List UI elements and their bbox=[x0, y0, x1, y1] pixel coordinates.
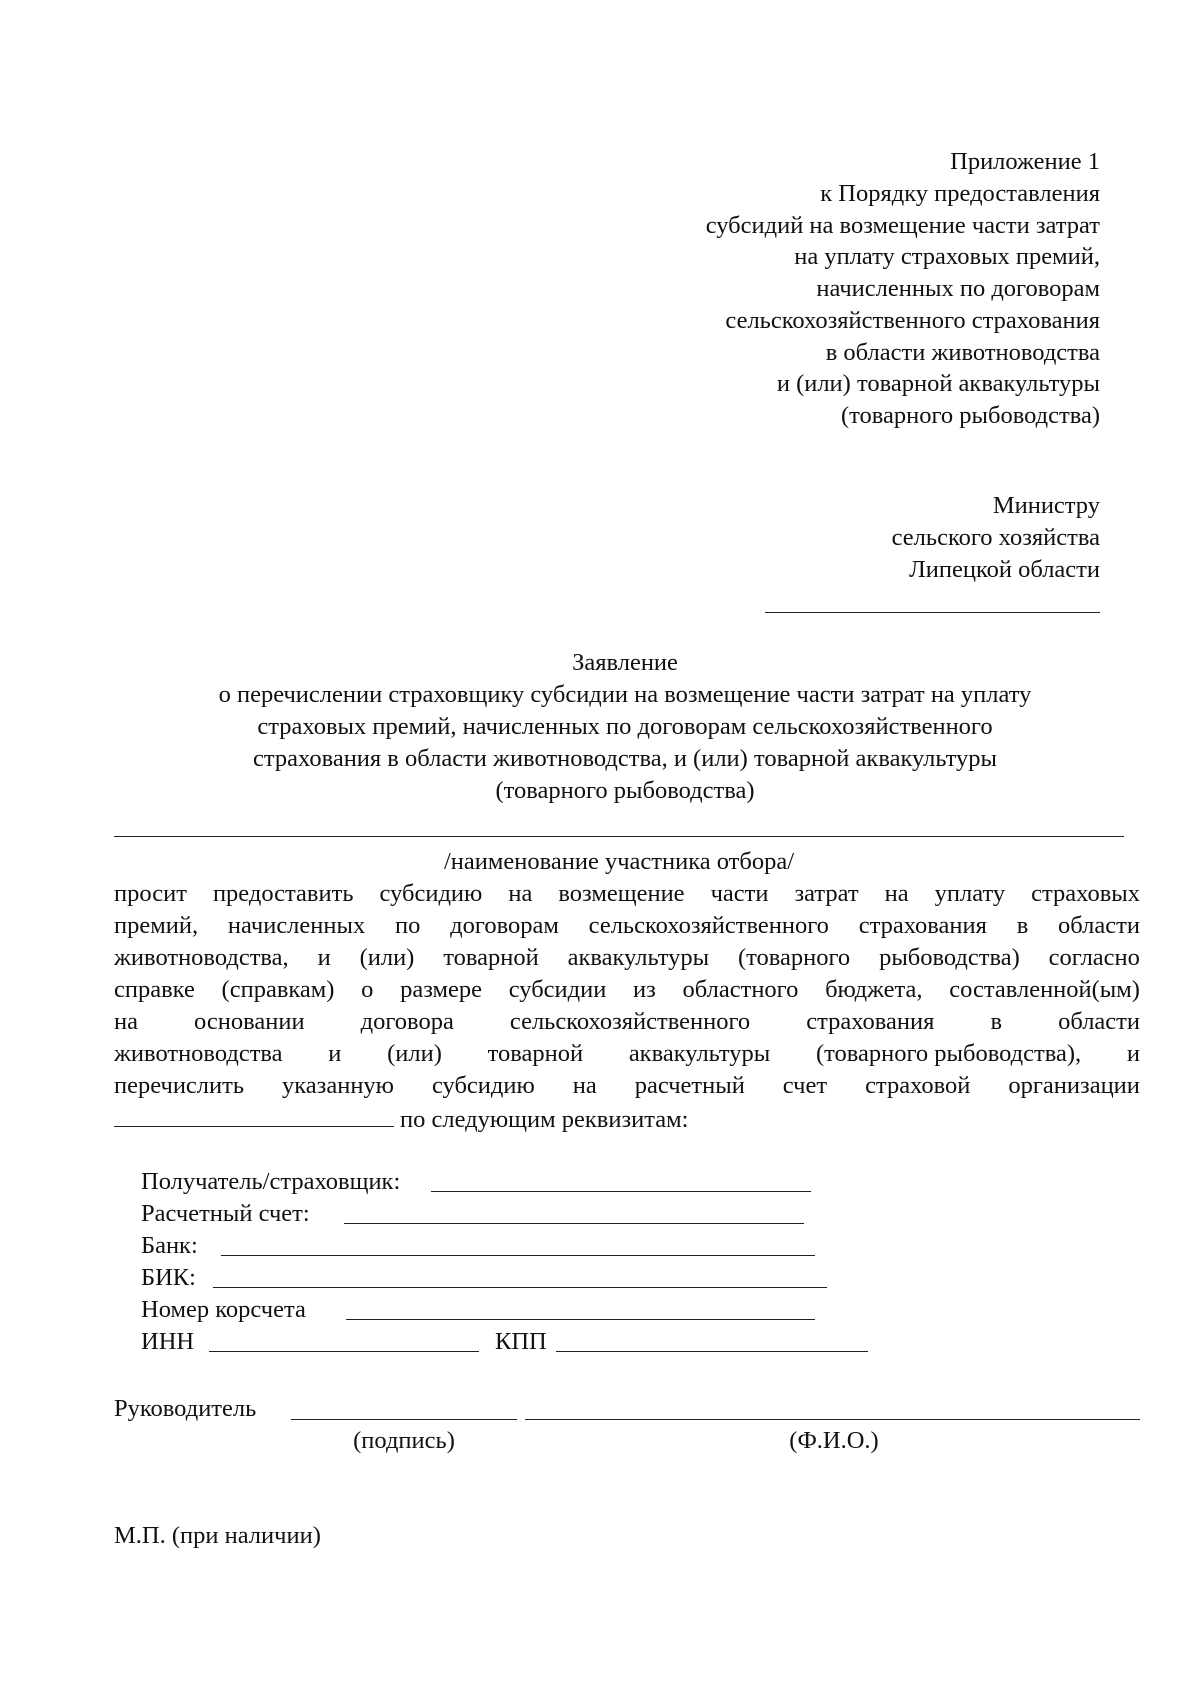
body-word: аквакультуры bbox=[628, 1040, 771, 1067]
request-paragraph bbox=[114, 878, 1140, 1134]
body-word: организации bbox=[1008, 1072, 1140, 1099]
appendix-line: (товарного рыбоводства) bbox=[840, 402, 1100, 429]
minister-name-blank[interactable] bbox=[765, 612, 1100, 613]
body-word: (или) bbox=[387, 1040, 442, 1067]
body-word: субсидию bbox=[379, 880, 483, 907]
addressee-line: сельского хозяйства bbox=[891, 524, 1100, 551]
body-last-line bbox=[114, 1102, 1140, 1134]
body-word: бюджета, bbox=[825, 976, 923, 1003]
full-name-field[interactable] bbox=[525, 1419, 1140, 1420]
title-heading: Заявление bbox=[572, 649, 678, 676]
account-label: Расчетный счет: bbox=[141, 1200, 310, 1227]
title-line: (товарного рыбоводства) bbox=[495, 777, 755, 804]
participant-caption: /наименование участника отбора/ bbox=[443, 848, 795, 875]
inn-kpp-row bbox=[141, 1326, 901, 1358]
body-word: составленной(ым) bbox=[949, 976, 1140, 1003]
appendix-line: начисленных по договорам bbox=[816, 275, 1100, 302]
body-word: сельскохозяйственного bbox=[588, 912, 829, 939]
body-word: рыбоводства) bbox=[879, 944, 1020, 971]
title-line: о перечислении страховщику субсидии на возмещение части затрат на уплату bbox=[218, 681, 1032, 708]
body-word: затрат bbox=[794, 880, 859, 907]
body-word: просит bbox=[114, 880, 187, 907]
body-word: расчетный bbox=[634, 1072, 745, 1099]
bank-field[interactable] bbox=[221, 1255, 815, 1256]
corr-account-row bbox=[141, 1294, 901, 1326]
stamp-place: М.П. (при наличии) bbox=[114, 1522, 321, 1549]
bank-row bbox=[141, 1230, 901, 1262]
body-word: и bbox=[317, 944, 331, 971]
body-word: (или) bbox=[359, 944, 415, 971]
recipient-row bbox=[141, 1166, 901, 1198]
body-word: договора bbox=[360, 1008, 454, 1035]
kpp-label: КПП bbox=[495, 1328, 547, 1355]
body-word: страхования bbox=[858, 912, 987, 939]
addressee-block bbox=[700, 490, 1100, 586]
body-word: на bbox=[884, 880, 909, 907]
corr-account-label: Номер корсчета bbox=[141, 1296, 306, 1323]
bik-label: БИК: bbox=[141, 1264, 196, 1291]
appendix-line: субсидий на возмещение части затрат bbox=[705, 211, 1100, 239]
body-word: области bbox=[1058, 1008, 1140, 1035]
body-word: (справкам) bbox=[221, 976, 335, 1003]
full-name-caption: (Ф.И.О.) bbox=[789, 1427, 879, 1454]
appendix-line: сельскохозяйственного страхования bbox=[725, 306, 1100, 334]
body-word: предоставить bbox=[212, 880, 354, 907]
body-word: премий, bbox=[114, 912, 199, 939]
body-word: в bbox=[990, 1008, 1003, 1035]
body-line bbox=[114, 1038, 1140, 1070]
body-word: основании bbox=[194, 1008, 305, 1035]
appendix-header bbox=[540, 146, 1100, 432]
body-word: субсидии bbox=[508, 976, 607, 1003]
body-word: (товарного рыбоводства), bbox=[815, 1040, 1082, 1067]
body-line bbox=[114, 910, 1140, 942]
body-word: животноводства, bbox=[114, 944, 289, 971]
title-line: страховых премий, начисленных по договорам сельскохозяйственного bbox=[257, 713, 993, 740]
body-word: договорам bbox=[450, 912, 559, 939]
body-word: согласно bbox=[1048, 944, 1140, 971]
body-word: областного bbox=[682, 976, 799, 1003]
body-word: из bbox=[633, 976, 656, 1003]
body-word: товарной bbox=[443, 944, 539, 971]
signature-block bbox=[114, 1393, 1140, 1463]
kpp-field[interactable] bbox=[556, 1351, 868, 1352]
body-word: счет bbox=[782, 1072, 828, 1099]
body-word: и bbox=[328, 1040, 342, 1067]
body-word: в bbox=[1016, 912, 1029, 939]
body-word: страховой bbox=[865, 1072, 971, 1099]
appendix-line: Приложение 1 bbox=[950, 148, 1100, 175]
requisites-block bbox=[141, 1166, 901, 1358]
body-word: части bbox=[710, 880, 769, 907]
appendix-line: к Порядку предоставления bbox=[820, 179, 1100, 207]
recipient-field[interactable] bbox=[431, 1191, 811, 1192]
addressee-line: Липецкой области bbox=[909, 556, 1100, 583]
body-word: сельскохозяйственного bbox=[509, 1008, 751, 1035]
appendix-line: в области животноводства bbox=[825, 338, 1100, 366]
body-word: начисленных bbox=[227, 912, 366, 939]
signature-caption: (подпись) bbox=[353, 1427, 455, 1454]
body-line bbox=[114, 942, 1140, 974]
body-word: области bbox=[1058, 912, 1140, 939]
appendix-line: и (или) товарной аквакультуры bbox=[776, 370, 1100, 398]
body-word: уплату bbox=[934, 880, 1006, 907]
body-word: о bbox=[361, 976, 374, 1003]
account-field[interactable] bbox=[344, 1223, 804, 1224]
body-word: субсидию bbox=[431, 1072, 535, 1099]
body-word: размере bbox=[400, 976, 483, 1003]
bik-row bbox=[141, 1262, 901, 1294]
body-word: возмещение bbox=[558, 880, 685, 907]
title-line: страхования в области животноводства, и (или) товарной аквакультуры bbox=[253, 745, 997, 772]
body-word: страховых bbox=[1031, 880, 1140, 907]
body-word: аквакультуры bbox=[567, 944, 710, 971]
body-word: и bbox=[1126, 1040, 1140, 1067]
body-word: на bbox=[114, 1008, 138, 1035]
bank-label: Банк: bbox=[141, 1232, 198, 1259]
body-word: указанную bbox=[282, 1072, 394, 1099]
head-label: Руководитель bbox=[114, 1395, 257, 1422]
appendix-line: на уплату страховых премий, bbox=[794, 243, 1100, 271]
inn-label: ИНН bbox=[141, 1328, 195, 1355]
body-word: (товарного bbox=[737, 944, 851, 971]
body-word: справке bbox=[114, 976, 195, 1003]
body-word: перечислить bbox=[114, 1072, 245, 1099]
document-title bbox=[110, 647, 1140, 807]
signature-field[interactable] bbox=[291, 1419, 517, 1420]
participant-name-blank[interactable] bbox=[114, 836, 1124, 837]
body-word: страхования bbox=[806, 1008, 935, 1035]
addressee-line: Министру bbox=[992, 492, 1100, 519]
body-word: по bbox=[395, 912, 421, 939]
recipient-label: Получатель/страховщик: bbox=[141, 1168, 401, 1195]
body-line bbox=[114, 878, 1140, 910]
body-line bbox=[114, 974, 1140, 1006]
corr-account-field[interactable] bbox=[346, 1319, 815, 1320]
insurer-name-blank[interactable] bbox=[114, 1102, 394, 1127]
body-line bbox=[114, 1006, 1140, 1038]
body-line bbox=[114, 1070, 1140, 1102]
inn-field[interactable] bbox=[209, 1351, 479, 1352]
body-word: товарной bbox=[487, 1040, 584, 1067]
body-word: животноводства bbox=[114, 1040, 283, 1067]
body-last-text: по следующим реквизитам: bbox=[400, 1106, 689, 1133]
body-word: на bbox=[508, 880, 533, 907]
body-word: на bbox=[572, 1072, 597, 1099]
bik-field[interactable] bbox=[213, 1287, 827, 1288]
account-row bbox=[141, 1198, 901, 1230]
